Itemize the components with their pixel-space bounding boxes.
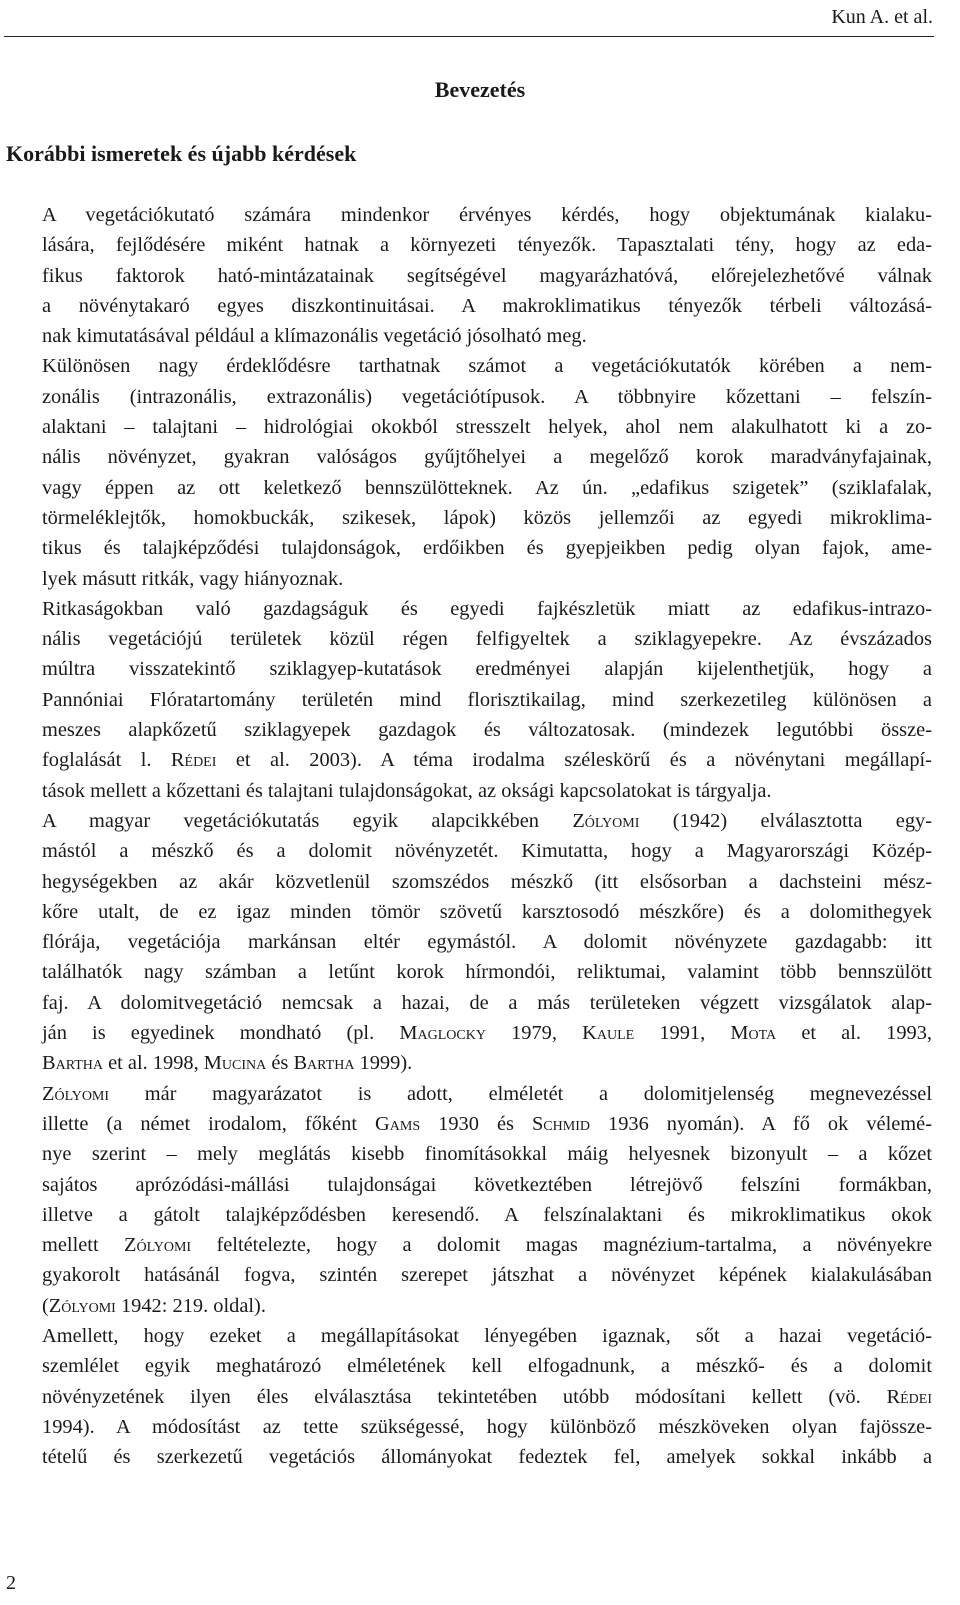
text-line: gyakorolt hatásánál fogva, szintén szerepet játszhat a növényzet képének kialakulásában bbox=[42, 1264, 932, 1287]
header-rule bbox=[4, 36, 934, 37]
text-line: nak kimutatásával például a klímazonális vegetáció jósolható meg. bbox=[42, 325, 587, 348]
paragraph-5 bbox=[6, 1079, 932, 1321]
text-line: tételű és szerkezetű vegetációs állományokat fedeztek fel, amelyek sokkal inkább a bbox=[42, 1446, 932, 1469]
text-line: múltra visszatekintő sziklagyep-kutatások eredményei alapján kijelenthetjük, hogy a bbox=[42, 658, 932, 681]
paragraph-4 bbox=[6, 806, 932, 1079]
paragraph-2 bbox=[6, 351, 932, 593]
text-line: zonális (intrazonális, extrazonális) vegetációtípusok. A többnyire kőzettani – felszín- bbox=[42, 385, 932, 408]
text-line: lására, fejlődésére miként hatnak a környezeti tényezők. Tapasztalati tény, hogy az eda- bbox=[42, 234, 932, 257]
text-line: lyek másutt ritkák, vagy hiányoznak. bbox=[42, 567, 344, 590]
text-line: illetve a gátolt talajképződésben keresendő. A felszínalaktani és mikroklimatikus okok bbox=[42, 1203, 932, 1226]
text-line: A magyar vegetációkutatás egyik alapcikkében Zólyomi (1942) elválasztotta egy- bbox=[42, 809, 932, 832]
text-line: hegységekben az akár közvetlenül szomszédos mészkő (itt elsősorban a dachsteini mész- bbox=[42, 870, 932, 893]
text-line: Különösen nagy érdeklődésre tarthatnak számot a vegetációkutatók körében a nem- bbox=[42, 355, 932, 378]
text-line: sajátos aprózódási-mállási tulajdonságai következtében létrejövő felszíni formákban, bbox=[42, 1173, 932, 1196]
text-line: vagy éppen az ott keletkező bennszülötteknek. Az ún. „edafikus szigetek” (sziklafalak, bbox=[42, 476, 932, 499]
text-line: Zólyomi már magyarázatot is adott, elméletét a dolomitjelenség megnevezéssel bbox=[42, 1082, 932, 1105]
text-line: Pannóniai Flóratartomány területén mind florisztikailag, mind szerkezetileg különösen a bbox=[42, 688, 932, 711]
text-line: kőre utalt, de ez igaz minden tömör szövetű karsztosodó mészkőre) és a dolomithegyek bbox=[42, 900, 932, 923]
paragraph-6 bbox=[6, 1321, 932, 1472]
subsection-title: Korábbi ismeretek és újabb kérdések bbox=[6, 141, 357, 166]
text-line: alaktani – talajtani – hidrológiai okokból stresszelt helyek, ahol nem alakulhatott ki a zo- bbox=[42, 416, 932, 439]
text-line: találhatók nagy számban a letűnt korok hírmondói, reliktumai, valamint több bennszülött bbox=[42, 961, 932, 984]
text-line: Amellett, hogy ezeket a megállapításokat lényegében igaznak, sőt a hazai vegetáció- bbox=[42, 1324, 932, 1347]
running-header-author: Kun A. et al. bbox=[831, 6, 933, 28]
text-line: Ritkaságokban való gazdagságuk és egyedi fajkészletük miatt az edafikus-intrazo- bbox=[42, 597, 932, 620]
text-line: tikus és talajképződési tulajdonságok, erdőikben és gyepjeikben pedig olyan fajok, ame- bbox=[42, 537, 932, 560]
text-line: mellett Zólyomi feltételezte, hogy a dolomit magas magnézium-tartalma, a növényekre bbox=[42, 1234, 932, 1257]
text-line: nális növényzet, gyakran valóságos gyűjtőhelyei a megelőző korok maradványfajainak, bbox=[42, 446, 932, 469]
text-line: flórája, vegetációja markánsan eltér egymástól. A dolomit növényzete gazdagabb: itt bbox=[42, 931, 932, 954]
text-line: nális vegetációjú területek közül régen felfigyeltek a sziklagyepekre. Az évszázados bbox=[42, 628, 932, 651]
text-line: nye szerint – mely meglátás kisebb finomításokkal máig helyesnek bizonyult – a kőzet bbox=[42, 1143, 932, 1166]
text-line: ján is egyedinek mondható (pl. Maglocky 1979, Kaule 1991, Mota et al. 1993, bbox=[42, 1022, 933, 1045]
text-line: Bartha et al. 1998, Mucina és Bartha 1999). bbox=[42, 1052, 413, 1075]
text-line: szemlélet egyik meghatározó elméletének kell elfogadnunk, a mészkő- és a dolomit bbox=[42, 1355, 932, 1378]
page-number: 2 bbox=[6, 1572, 16, 1594]
text-line: mástól a mészkő és a dolomit növényzetét. Kimutatta, hogy a Magyarországi Közép- bbox=[42, 840, 932, 863]
text-line: meszes alapkőzetű sziklagyepek gazdagok és változatosak. (mindezek legutóbbi össze- bbox=[42, 719, 932, 742]
text-line: (Zólyomi 1942: 219. oldal). bbox=[42, 1294, 266, 1317]
text-line: törmeléklejtők, homokbuckák, szikesek, lápok) közös jellemzői az egyedi mikroklima- bbox=[42, 506, 932, 529]
paragraph-1 bbox=[6, 200, 932, 351]
text-line: illette (a német irodalom, főként Gams 1930 és Schmid 1936 nyomán). A fő ok vélemé- bbox=[42, 1112, 932, 1135]
text-line: foglalását l. Rédei et al. 2003). A téma irodalma széleskörű és a növénytani megállapí- bbox=[42, 749, 932, 772]
paragraph-3 bbox=[6, 594, 932, 806]
text-line: a növénytakaró egyes diszkontinuitásai. A makroklimatikus tényezők térbeli változásá- bbox=[42, 294, 932, 317]
text-line: 1994). A módosítást az tette szükségessé, hogy különböző mészköveken olyan fajössze- bbox=[42, 1415, 932, 1438]
text-line: fikus faktorok ható-mintázatainak segítségével magyarázhatóvá, előrejelezhetővé válnak bbox=[42, 264, 932, 287]
section-title: Bevezetés bbox=[434, 77, 526, 102]
body-text bbox=[6, 200, 932, 1472]
text-line: növényzetének ilyen éles elválasztása tekintetében utóbb módosítani kellett (vö. Rédei bbox=[42, 1385, 932, 1408]
text-line: faj. A dolomitvegetáció nemcsak a hazai, de a más területeken végzett vizsgálatok alap- bbox=[42, 991, 932, 1014]
text-line: A vegetációkutató számára mindenkor érvényes kérdés, hogy objektumának kialaku- bbox=[42, 204, 932, 226]
text-line: tások mellett a kőzettani és talajtani tulajdonságokat, az oksági kapcsolatokat is tárgyalja. bbox=[42, 779, 772, 802]
